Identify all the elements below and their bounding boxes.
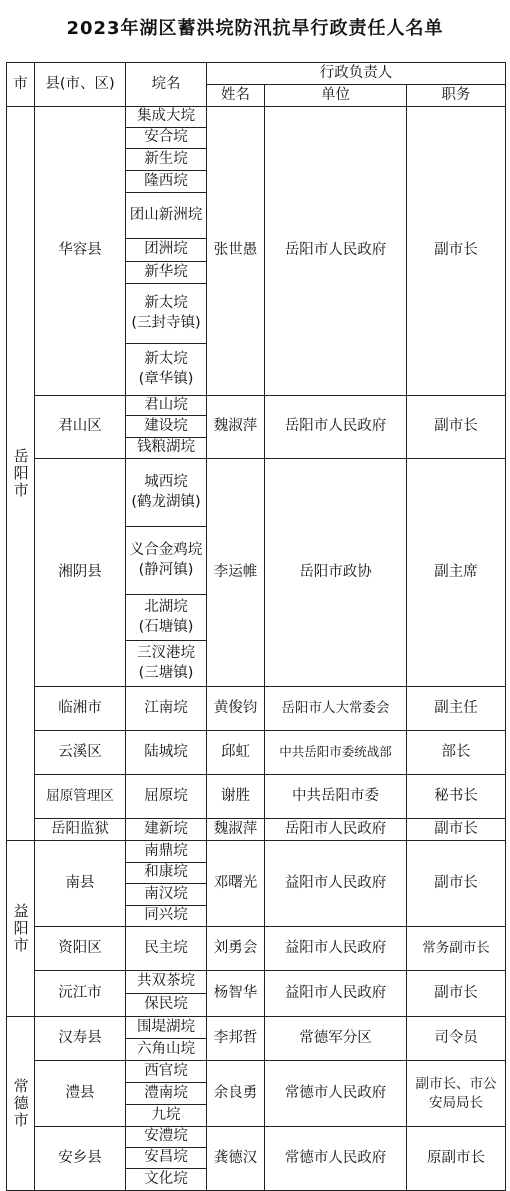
unit-cell: 中共岳阳市委: [264, 774, 407, 819]
header-city: 市: [6, 62, 35, 107]
position-cell: 部长: [406, 730, 506, 775]
person-name-cell: 李邦哲: [206, 1016, 265, 1061]
unit-cell: 岳阳市人民政府: [264, 818, 407, 841]
person-name-cell: 黄俊钧: [206, 686, 265, 731]
dike-cell: 钱粮湖垸: [125, 437, 207, 459]
person-name-cell: 杨智华: [206, 970, 265, 1017]
header-position: 职务: [406, 84, 506, 107]
position-cell: 副市长: [406, 970, 506, 1017]
dike-cell: 同兴垸: [125, 905, 207, 927]
unit-cell: 常德市人民政府: [264, 1060, 407, 1127]
header-unit: 单位: [264, 84, 407, 107]
dike-cell: 九垸: [125, 1104, 207, 1127]
dike-cell: 共双茶垸: [125, 970, 207, 994]
unit-cell: 常德军分区: [264, 1016, 407, 1061]
header-admin: 行政负责人: [206, 62, 506, 85]
position-cell: 司令员: [406, 1016, 506, 1061]
dike-cell: 保民垸: [125, 993, 207, 1017]
county-cell: 汉寿县: [34, 1016, 126, 1061]
header-county: 县(市、区): [34, 62, 126, 107]
dike-cell: 陆城垸: [125, 730, 207, 775]
county-cell: 岳阳监狱: [34, 818, 126, 841]
dike-cell: 集成大垸: [125, 106, 207, 128]
unit-cell: 中共岳阳市委统战部: [264, 730, 407, 775]
dike-cell: 新生垸: [125, 148, 207, 171]
dike-cell: 文化垸: [125, 1168, 207, 1191]
person-name-cell: 刘勇会: [206, 926, 265, 971]
unit-cell: 益阳市人民政府: [264, 926, 407, 971]
position-cell: 原副市长: [406, 1126, 506, 1191]
county-cell: 云溪区: [34, 730, 126, 775]
dike-cell: 北湖垸 (石塘镇): [125, 594, 207, 641]
city-cell: 益阳市: [6, 840, 35, 1017]
person-name-cell: 李运帷: [206, 458, 265, 687]
dike-cell: 屈原垸: [125, 774, 207, 819]
dike-cell: 安昌垸: [125, 1147, 207, 1169]
person-name-cell: 谢胜: [206, 774, 265, 819]
unit-cell: 岳阳市政协: [264, 458, 407, 687]
dike-cell: 隆西垸: [125, 170, 207, 193]
person-name-cell: 余良勇: [206, 1060, 265, 1127]
position-cell: 副市长、市公 安局局长: [406, 1060, 506, 1127]
dike-cell: 安合垸: [125, 127, 207, 149]
dike-cell: 澧南垸: [125, 1082, 207, 1105]
unit-cell: 岳阳市人民政府: [264, 106, 407, 396]
dike-cell: 团山新洲垸: [125, 192, 207, 239]
position-cell: 秘书长: [406, 774, 506, 819]
dike-cell: 南鼎垸: [125, 840, 207, 863]
person-name-cell: 邓曙光: [206, 840, 265, 927]
position-cell: 常务副市长: [406, 926, 506, 971]
county-cell: 湘阴县: [34, 458, 126, 687]
dike-cell: 义合金鸡垸 (静河镇): [125, 526, 207, 595]
dike-cell: 团洲垸: [125, 238, 207, 262]
dike-cell: 和康垸: [125, 862, 207, 884]
position-cell: 副市长: [406, 395, 506, 459]
dike-cell: 城西垸 (鹤龙湖镇): [125, 458, 207, 527]
position-cell: 副主任: [406, 686, 506, 731]
dike-cell: 围堤湖垸: [125, 1016, 207, 1039]
unit-cell: 常德市人民政府: [264, 1126, 407, 1191]
city-cell: 常德市: [6, 1016, 35, 1191]
dike-cell: 三汊港垸 (三塘镇): [125, 640, 207, 687]
dike-cell: 建新垸: [125, 818, 207, 841]
unit-cell: 益阳市人民政府: [264, 840, 407, 927]
county-cell: 南县: [34, 840, 126, 927]
county-cell: 资阳区: [34, 926, 126, 971]
county-cell: 君山区: [34, 395, 126, 459]
position-cell: 副市长: [406, 818, 506, 841]
person-name-cell: 魏淑萍: [206, 818, 265, 841]
dike-cell: 江南垸: [125, 686, 207, 731]
dike-cell: 民主垸: [125, 926, 207, 971]
header-dike: 垸名: [125, 62, 207, 107]
dike-cell: 南汉垸: [125, 883, 207, 906]
county-cell: 澧县: [34, 1060, 126, 1127]
dike-cell: 西官垸: [125, 1060, 207, 1083]
county-cell: 临湘市: [34, 686, 126, 731]
county-cell: 沅江市: [34, 970, 126, 1017]
person-name-cell: 魏淑萍: [206, 395, 265, 459]
county-cell: 安乡县: [34, 1126, 126, 1191]
position-cell: 副市长: [406, 106, 506, 396]
county-cell: 华容县: [34, 106, 126, 396]
dike-cell: 新太垸 (三封寺镇): [125, 283, 207, 344]
city-cell: 岳阳市: [6, 106, 35, 841]
person-name-cell: 龚德汉: [206, 1126, 265, 1191]
dike-cell: 君山垸: [125, 395, 207, 416]
dike-cell: 安澧垸: [125, 1126, 207, 1148]
dike-cell: 建设垸: [125, 415, 207, 438]
dike-cell: 六角山垸: [125, 1038, 207, 1061]
person-name-cell: 邱虹: [206, 730, 265, 775]
position-cell: 副主席: [406, 458, 506, 687]
unit-cell: 岳阳市人民政府: [264, 395, 407, 459]
header-name: 姓名: [206, 84, 265, 107]
dike-cell: 新太垸 (章华镇): [125, 343, 207, 396]
page-title: 2023年湖区蓄洪垸防汛抗旱行政责任人名单: [66, 18, 444, 39]
dike-cell: 新华垸: [125, 261, 207, 284]
unit-cell: 岳阳市人大常委会: [264, 686, 407, 731]
county-cell: 屈原管理区: [34, 774, 126, 819]
person-name-cell: 张世愚: [206, 106, 265, 396]
position-cell: 副市长: [406, 840, 506, 927]
unit-cell: 益阳市人民政府: [264, 970, 407, 1017]
